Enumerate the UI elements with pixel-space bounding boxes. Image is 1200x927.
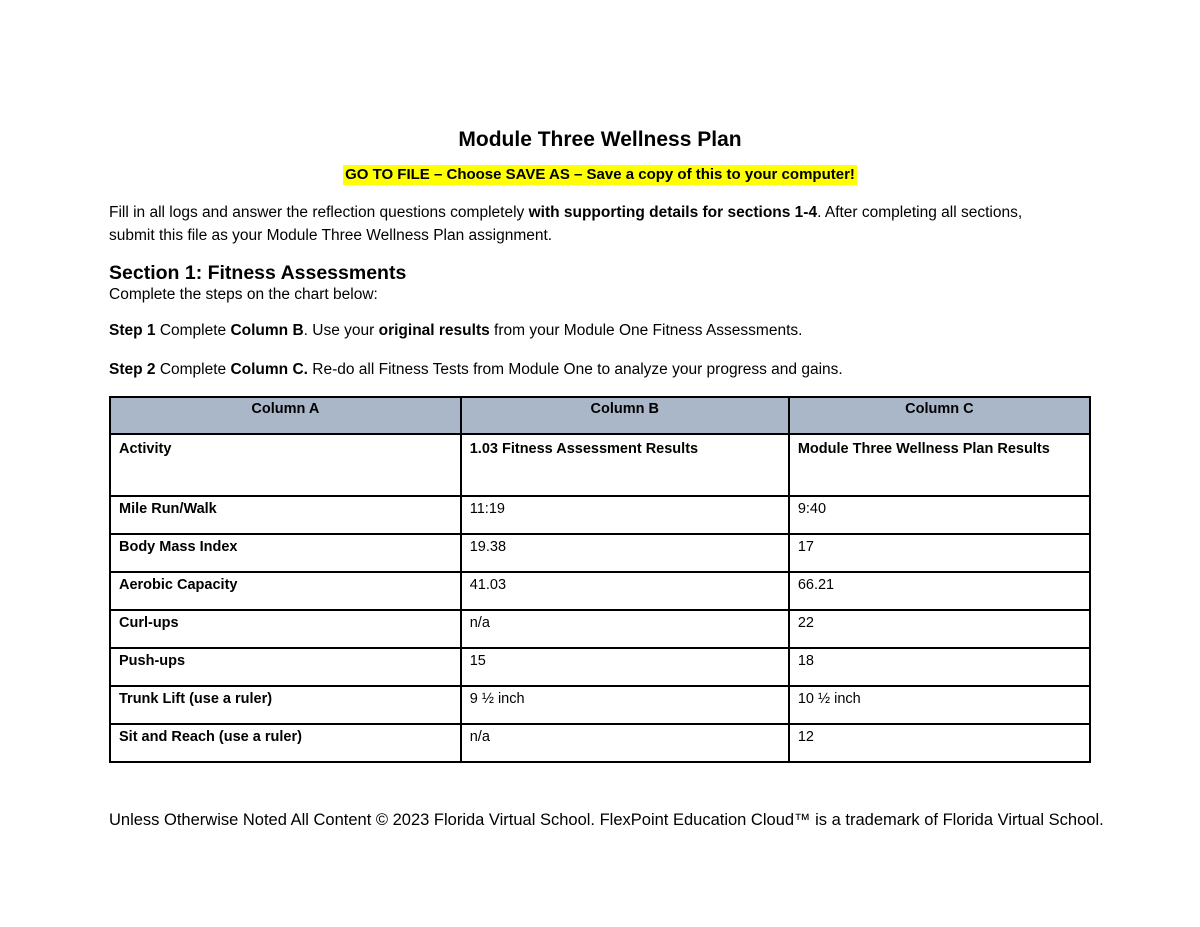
table-row <box>110 610 1090 648</box>
step-2-label: Step 2 <box>109 361 156 378</box>
activity-cell[interactable]: Trunk Lift (use a ruler) <box>110 686 461 724</box>
intro-text-2: . After completing all sections, submit this file as your Module Three Wellness Plan assignment. <box>109 204 1023 244</box>
step-1-text: . Use your <box>303 322 379 339</box>
fitness-assessment-table <box>109 396 1091 763</box>
step-2-bold: Column C. <box>230 361 308 378</box>
column-b-cell[interactable]: 41.03 <box>461 572 789 610</box>
activity-cell[interactable]: Aerobic Capacity <box>110 572 461 610</box>
intro-text-1: Fill in all logs and answer the reflection questions completely <box>109 204 529 221</box>
activity-cell[interactable]: Push-ups <box>110 648 461 686</box>
step-1-bold: Column B <box>230 322 304 339</box>
column-b-cell[interactable]: n/a <box>461 724 789 762</box>
column-b-cell[interactable]: 15 <box>461 648 789 686</box>
column-b-cell[interactable]: 9 ½ inch <box>461 686 789 724</box>
activity-header-cell[interactable]: Activity <box>110 434 461 496</box>
intro-text-bold: with supporting details for sections 1-4 <box>528 204 818 221</box>
activity-cell[interactable]: Curl-ups <box>110 610 461 648</box>
activity-cell[interactable]: Body Mass Index <box>110 534 461 572</box>
table-row <box>110 724 1090 762</box>
step-1-bold: original results <box>378 322 490 339</box>
table-row <box>110 648 1090 686</box>
section-subheading: Complete the steps on the chart below: <box>109 286 378 303</box>
table-subheader-row <box>110 434 1090 496</box>
step-1-text: Complete <box>155 322 231 339</box>
save-instruction: GO TO FILE – Choose SAVE AS – Save a copy of this to your computer! <box>345 166 855 183</box>
step-1-label: Step 1 <box>109 322 156 339</box>
step-2-text: Complete <box>155 361 231 378</box>
column-c-cell[interactable]: 66.21 <box>789 572 1090 610</box>
table-header-row <box>110 397 1090 434</box>
table-row <box>110 686 1090 724</box>
new-results-header-cell[interactable]: Module Three Wellness Plan Results <box>789 434 1090 496</box>
column-c-cell[interactable]: 12 <box>789 724 1090 762</box>
step-1-text: from your Module One Fitness Assessments. <box>489 322 803 339</box>
column-c-cell[interactable]: 18 <box>789 648 1090 686</box>
table-row <box>110 572 1090 610</box>
column-a-header: Column A <box>110 397 461 434</box>
column-c-cell[interactable]: 17 <box>789 534 1090 572</box>
column-b-cell[interactable]: 19.38 <box>461 534 789 572</box>
step-1-instruction <box>109 322 802 340</box>
page-title: Module Three Wellness Plan <box>458 128 742 151</box>
column-c-cell[interactable]: 22 <box>789 610 1090 648</box>
activity-cell[interactable]: Sit and Reach (use a ruler) <box>110 724 461 762</box>
save-instruction-wrap <box>0 165 1200 185</box>
column-c-cell[interactable]: 9:40 <box>789 496 1090 534</box>
section-heading: Section 1: Fitness Assessments <box>109 262 407 284</box>
table-row <box>110 534 1090 572</box>
column-c-header: Column C <box>789 397 1090 434</box>
intro-paragraph <box>109 201 1069 247</box>
copyright-footer: Unless Otherwise Noted All Content © 2023 Florida Virtual School. FlexPoint Education Cloud™ is a trademark of Florida Virtual School. <box>109 811 1104 829</box>
step-2-instruction <box>109 361 843 379</box>
activity-cell[interactable]: Mile Run/Walk <box>110 496 461 534</box>
column-b-cell[interactable]: n/a <box>461 610 789 648</box>
table-row <box>110 496 1090 534</box>
column-b-header: Column B <box>461 397 789 434</box>
original-results-header-cell[interactable]: 1.03 Fitness Assessment Results <box>461 434 789 496</box>
step-2-text: Re-do all Fitness Tests from Module One to analyze your progress and gains. <box>307 361 843 378</box>
column-c-cell[interactable]: 10 ½ inch <box>789 686 1090 724</box>
column-b-cell[interactable]: 11:19 <box>461 496 789 534</box>
